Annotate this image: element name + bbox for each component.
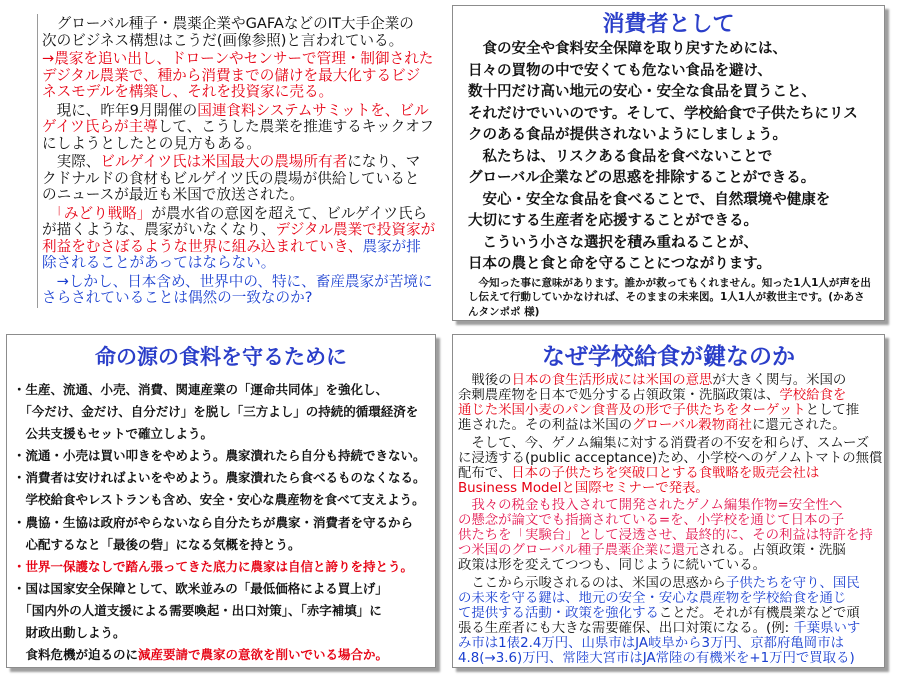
text-blue: さらされていることは偶然の一致なのか? <box>42 290 313 306</box>
panel-footnote <box>453 276 884 320</box>
bullet-item <box>13 379 435 445</box>
text-blue: 千葉県いす <box>793 620 861 636</box>
text-black: 政策は形を変えてつつも、同じように続いている。 <box>458 558 766 573</box>
text-line <box>468 61 884 83</box>
text-black: 日本の農と食と命を守ることにつながります。 <box>468 256 772 272</box>
bullet-item <box>13 556 435 578</box>
text-red: 「みどり戦略」 <box>42 205 152 222</box>
text-line <box>458 591 884 606</box>
text-line <box>468 125 884 147</box>
text-black: ここから示唆されるのは、米国の思惑から <box>458 575 726 591</box>
text-line <box>458 388 884 403</box>
text-line <box>42 290 441 307</box>
text-black: 配布で、 <box>458 465 512 481</box>
text-line <box>468 233 884 255</box>
text-line <box>468 290 884 305</box>
text-line <box>458 543 884 558</box>
paragraph <box>458 436 884 496</box>
text-crimson: 供たちを「実験台」として浸透させ、最終的に、その利益は特許を持 <box>458 528 873 543</box>
text-red: ・世界一保護なしで踏ん張ってきた底力に農家は自信と誇りを持とう。 <box>13 558 414 574</box>
text-black: 今知った事に意味があります。誰かが救ってもくれません。知った1人1人が声を出 <box>468 276 871 289</box>
text-red: 国連食料システムサミットを、ビル <box>197 102 429 119</box>
text-line <box>13 401 435 423</box>
text-blue: 除されることがあってはならない。 <box>42 255 276 271</box>
text-line <box>13 600 435 622</box>
text-black: ・国は国家安全保障として、欧米並みの「最低価格による買上げ」 <box>13 580 388 596</box>
note-body <box>42 16 441 307</box>
paragraph <box>42 51 441 101</box>
text-line <box>458 418 884 433</box>
text-crimson: つ米国のグローバル種子農薬企業に還元 <box>458 543 699 558</box>
text-line <box>42 187 441 204</box>
paragraph <box>458 498 884 573</box>
text-line <box>468 305 884 320</box>
bullet-item <box>13 445 435 467</box>
text-black: される。占領政策・洗脳 <box>698 543 846 558</box>
text-line <box>458 466 884 481</box>
text-line <box>458 651 884 666</box>
text-blue: の未来を守る鍵は、地元の安全・安心な農産物を学校給食を通じ <box>458 590 847 606</box>
text-line <box>468 82 884 104</box>
text-black: ・消費者は安ければよいをやめよう。農家潰れたら食べるものなくなる。 <box>13 470 426 486</box>
text-line <box>42 51 441 68</box>
text-black: 私たちは、リスクある食品を食べないことで <box>468 148 773 165</box>
text-red: 日本の食生活形成には米国の意思 <box>511 373 713 388</box>
text-black: ・農協・生協は政府がやらないなら自分たちが農家・消費者を守るから <box>13 514 414 530</box>
text-black: 張る生産者にも大きな需要確保、出口対策になる。(例: <box>458 620 794 636</box>
text-red: 利益をむさぼるような世界に組み込まれていき、 <box>42 238 363 255</box>
text-line <box>13 512 435 534</box>
text-line <box>42 154 441 171</box>
text-black: ことだ。それが有機農業などで頑 <box>658 605 860 621</box>
text-blue: 4.8(→3.6)万円、常陸大宮市はJA常陸の有機米を+1万円で買取る) <box>458 650 855 666</box>
text-black: 食の安全や食料安全保障を取り戻すためには、 <box>468 41 787 57</box>
panel-body <box>453 39 884 276</box>
text-line <box>458 436 884 451</box>
text-black: グローバル企業などの思惑を排除することができる。 <box>468 170 816 186</box>
text-line <box>13 379 435 401</box>
consumer-panel <box>452 5 885 321</box>
text-red: Business Modelと国際セミナーで発表。 <box>458 480 709 496</box>
paragraph <box>42 103 441 153</box>
text-line <box>42 171 441 188</box>
text-line <box>42 136 441 153</box>
text-line <box>458 451 884 466</box>
text-black: こういう小さな選択を積み重ねることが、 <box>468 234 758 251</box>
text-line <box>468 276 884 291</box>
text-line <box>42 16 441 33</box>
text-red: ネスモデルを構築し、それを投資家に売る。 <box>42 84 334 100</box>
text-black: し伝えて行動していかなければ、そのままの未来図。1人1人が救世主です。(かあさ <box>468 291 865 303</box>
text-red: デジタル農業で投資家が <box>275 222 436 238</box>
paragraph <box>458 576 884 666</box>
text-crimson: 我々の税金も投入されて開発されたゲノム編集作物=安全性へ <box>458 498 843 513</box>
text-black: に浸透する(public acceptance)ため、小学校へのゲノムトマトの無償 <box>458 450 883 466</box>
text-black: クドナルドの食材もビルゲイツ氏の農場が供給していると <box>42 170 420 187</box>
text-red: 減産要請で農家の意欲を削いでいる場合か。 <box>138 647 389 663</box>
paragraph <box>42 206 441 272</box>
text-line <box>468 211 884 233</box>
text-line <box>13 578 435 600</box>
text-blue: て提供する活動・政策を強化する <box>458 605 659 621</box>
text-line <box>458 498 884 513</box>
text-black: が大きく関与。米国の <box>712 373 847 388</box>
text-line <box>13 445 435 467</box>
paragraph <box>458 373 884 433</box>
text-red: ビルゲイツ氏は米国最大の農場所有者 <box>100 154 348 170</box>
text-line <box>42 84 441 101</box>
text-black: として推 <box>805 403 860 418</box>
paragraph <box>42 274 441 307</box>
text-line <box>13 556 435 578</box>
bullet-item <box>13 512 435 556</box>
text-line <box>42 103 441 120</box>
text-black: ・流通・小売は買い叩きをやめよう。農家潰れたら自分も持続できない。 <box>13 448 426 464</box>
text-black: そして、今、ゲノム編集に対する消費者の不安を和らげ、スムーズ <box>458 435 870 451</box>
text-blue: み市は1俵2.4万円、山県市はJA岐阜から3万円、京都府亀岡市は <box>458 635 844 651</box>
text-black: んタンポポ 様) <box>468 305 540 318</box>
text-line <box>42 239 441 256</box>
text-line <box>458 621 884 636</box>
school-lunch-panel <box>452 334 885 668</box>
text-line <box>458 636 884 651</box>
text-line <box>13 467 435 489</box>
text-black: して、こうした農業を推進するキックオフ <box>157 119 434 135</box>
text-line <box>42 33 441 50</box>
text-line <box>13 423 435 445</box>
text-black: 日々の買物の中で安くても危ない食品を避け、 <box>468 62 772 79</box>
text-line <box>458 528 884 543</box>
text-line <box>458 481 884 496</box>
text-black: 安心・安全な食品を食べることで、自然環境や健康を <box>468 191 831 208</box>
panel-title: 命の源の食料を守るために <box>95 345 347 369</box>
text-line <box>468 190 884 212</box>
text-black: に還元された。 <box>751 418 846 433</box>
text-blue: 農家が排 <box>362 238 421 255</box>
text-line <box>458 576 884 591</box>
text-line <box>458 558 884 573</box>
text-black: が農水省の意図を超えて、ビルゲイツ氏ら <box>151 205 428 222</box>
text-black: 数十円だけ高い地元の安心・安全な食品を買うこと、 <box>468 84 816 100</box>
text-black: 心配するなと「最後の砦」になる気概を持とう。 <box>13 536 301 552</box>
text-black: 公共支援もセットで確立しよう。 <box>13 426 214 442</box>
text-black: 財政出動しよう。 <box>13 625 126 641</box>
text-line <box>42 255 441 272</box>
food-protection-panel <box>6 334 436 668</box>
text-black: が描くような、農家がいなくなり、 <box>42 222 276 238</box>
text-black: 余剰農産物を日本で処分する占領政策・洗脳政策は、 <box>458 388 780 403</box>
text-black: クのある食品が提供されないようにしましょう。 <box>468 127 787 143</box>
text-black: 戦後の <box>458 373 512 388</box>
text-line <box>13 489 435 511</box>
text-line <box>42 68 441 85</box>
text-line <box>468 168 884 190</box>
panel-title: なぜ学校給食が鍵なのか <box>542 344 795 370</box>
text-black: 実際、 <box>42 154 101 170</box>
panel-body <box>453 373 884 666</box>
text-black: 「今だけ、金だけ、自分だけ」を脱し「三方よし」の持続的循環経済を <box>13 404 419 420</box>
text-line <box>458 606 884 621</box>
bullet-item <box>13 467 435 511</box>
text-black: 「国内外の人道支援による需要喚起・出口対策」、「赤字補填」に <box>13 602 382 618</box>
text-line <box>458 403 884 418</box>
text-black: 進された。その利益は米国の <box>458 418 633 433</box>
text-red: 日本の子供たちを突破口とする食戦略を販売会社は <box>511 465 820 481</box>
text-line <box>13 534 435 556</box>
text-red: グローバル穀物商社 <box>632 418 752 433</box>
text-black: のニュースが最近も米国で放送された。 <box>42 187 304 203</box>
text-blue: →しかし、日本含め、世界中の、特に、畜産農家が苦境に <box>42 273 433 290</box>
text-line <box>458 373 884 388</box>
text-black: 食料危機が迫るのに <box>13 647 139 663</box>
bullet-item <box>13 578 435 666</box>
text-black: 大切にする生産者を応援することができる。 <box>468 213 758 229</box>
text-red: →農家を追い出し、ドローンやセンサーで管理・制御された <box>42 51 434 67</box>
panel-title: 消費者として <box>602 12 735 37</box>
text-black: ・生産、流通、小売、消費、関連産業の「運命共同体」を強化し、 <box>13 382 389 397</box>
text-black: 現に、昨年9月開催の <box>42 102 198 119</box>
text-line <box>468 104 884 126</box>
text-line <box>468 254 884 276</box>
text-line <box>42 222 441 239</box>
text-black: 学校給食やレストランも含め、安全・安心な農産物を食べて支えよう。 <box>13 492 425 508</box>
text-black: 次のビジネス構想はこうだ(画像参照)と言われている。 <box>42 32 404 49</box>
text-line <box>42 274 441 291</box>
text-line <box>13 644 435 666</box>
text-line <box>458 513 884 528</box>
footnote <box>468 276 884 320</box>
text-line <box>13 622 435 644</box>
digital-agriculture-note-panel <box>37 14 441 308</box>
text-black: にしようとしたとの見方もある。 <box>42 135 261 152</box>
text-black: になり、マ <box>347 154 421 170</box>
paragraph <box>42 16 441 49</box>
text-black: グローバル種子・農薬企業やGAFAなどのIT大手企業の <box>42 16 414 32</box>
paragraph <box>468 39 884 276</box>
bullet-list <box>7 379 435 666</box>
text-black: それだけでいいのです。そして、学校給食で子供たちにリス <box>468 105 858 122</box>
text-line <box>468 147 884 169</box>
text-blue: 子供たちを守り、国民 <box>725 575 860 591</box>
text-red: 学校給食を <box>779 388 847 403</box>
text-line <box>42 119 441 136</box>
text-crimson: の懸念が論文でも指摘されている=を、小学校を通じて日本の子 <box>458 513 845 528</box>
text-red: ゲイツ氏らが主導 <box>42 119 158 135</box>
text-red: 通じた米国小麦のパン食普及の形で子供たちをターゲット <box>458 403 806 418</box>
text-line <box>42 206 441 223</box>
text-line <box>468 39 884 61</box>
paragraph <box>42 154 441 204</box>
text-red: デジタル農業で、種から消費までの儲けを最大化するビジ <box>42 67 421 84</box>
